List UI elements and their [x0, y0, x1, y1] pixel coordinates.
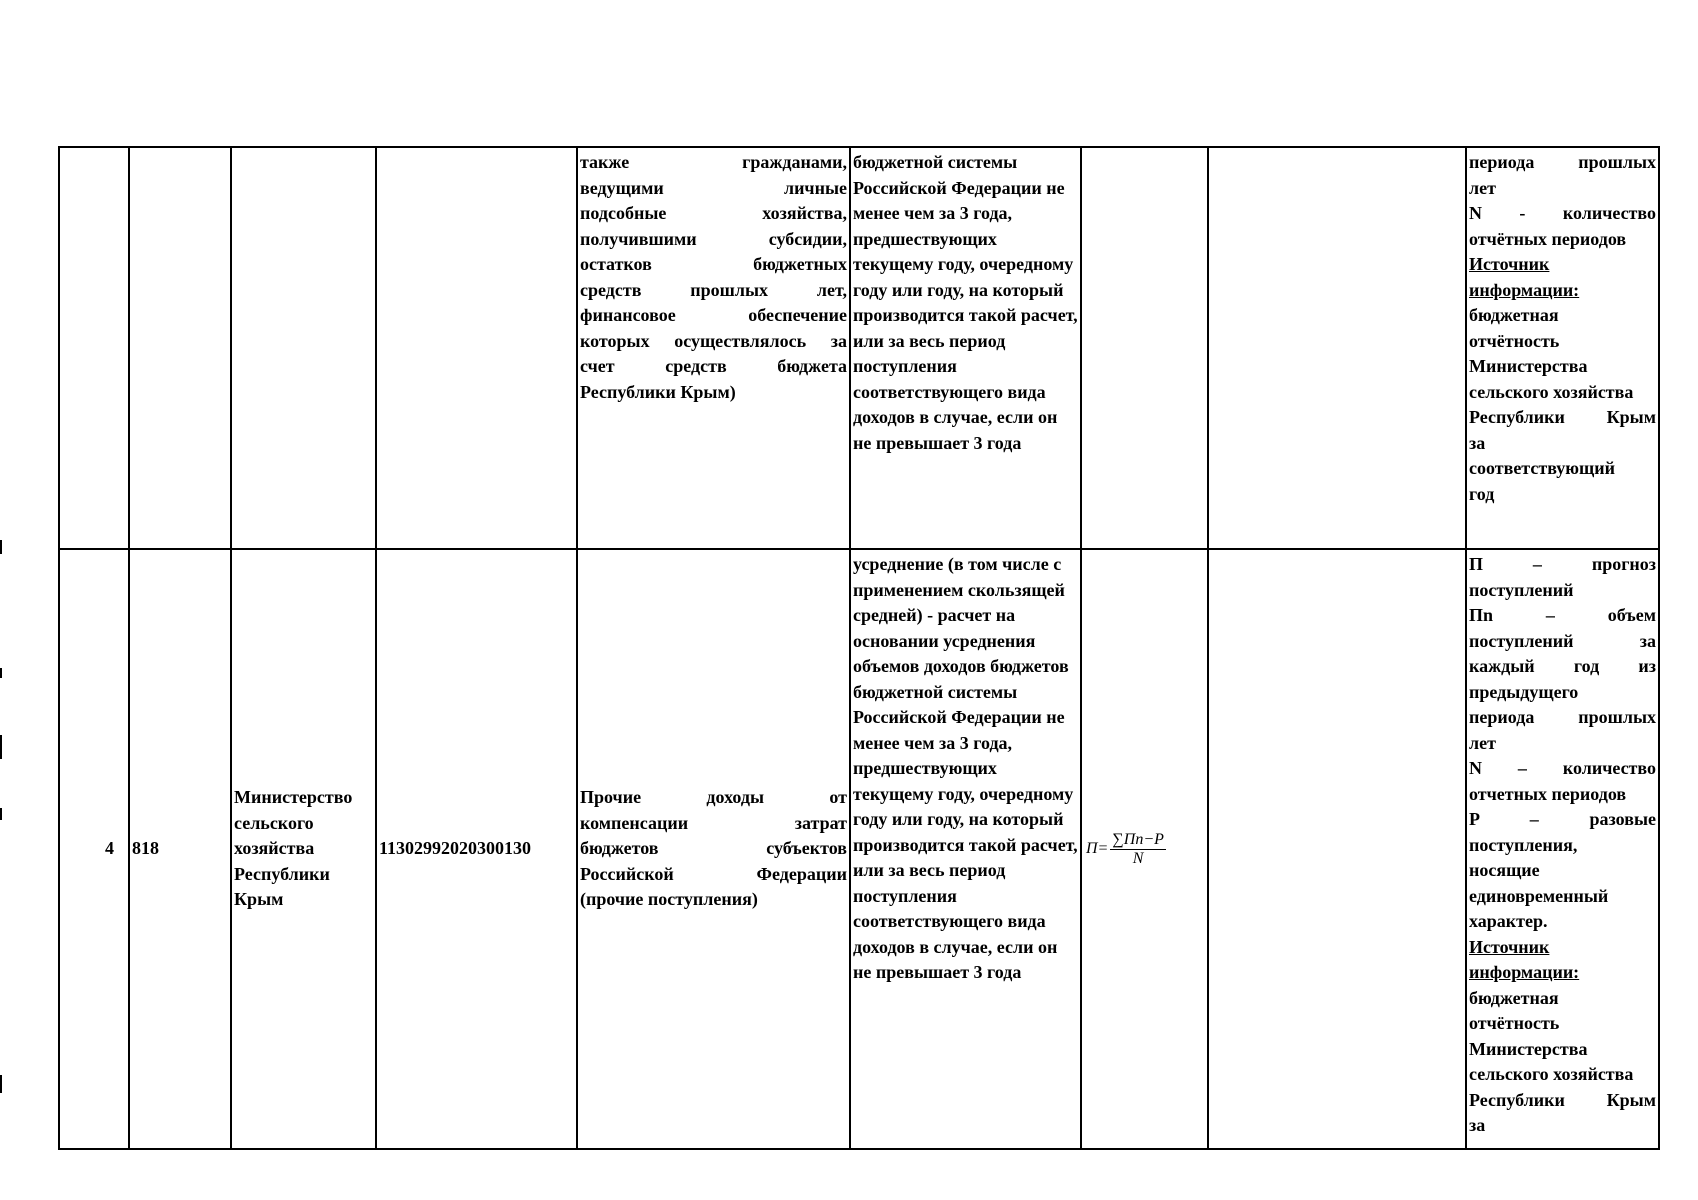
- cell-income-name-continuation: [577, 147, 850, 549]
- cell-administrator-empty: [231, 147, 376, 549]
- cell-number-empty: [59, 147, 129, 549]
- text-line: поступлений за: [1469, 630, 1656, 651]
- cell-kbk-empty: [376, 147, 577, 549]
- text-line: также гражданами,: [580, 152, 847, 172]
- text-line: бюджетов субъектов: [580, 838, 847, 859]
- text-line: носящие: [1469, 860, 1540, 880]
- text-line: N - количество: [1469, 203, 1656, 223]
- text-line: Министерства: [1469, 1038, 1588, 1059]
- cell-code-empty: [129, 147, 231, 549]
- text-line: бюджетная: [1469, 305, 1559, 325]
- cell-formula: [1081, 549, 1208, 1149]
- text-line: П – прогноз: [1469, 554, 1656, 574]
- table-row-4: [59, 549, 1659, 1149]
- text-line: Республики Крым): [580, 381, 736, 402]
- text-line: Прочие доходы от: [580, 787, 847, 808]
- text-line: которых осуществлялось за: [580, 330, 847, 351]
- budget-forecast-table: [58, 146, 1660, 1150]
- scan-edge-mark: [0, 1075, 2, 1093]
- text-line: отчетных периодов: [1469, 783, 1627, 804]
- cell-number: 4: [59, 549, 129, 1149]
- text-line: периода прошлых: [1469, 152, 1656, 172]
- text-line: отчётность: [1469, 1013, 1560, 1033]
- cell-code: 818: [129, 549, 231, 1149]
- text-line: счет средств бюджета: [580, 356, 847, 376]
- text-line: Российской Федерации: [580, 863, 847, 884]
- text-line: поступления,: [1469, 834, 1578, 855]
- text-line: предыдущего: [1469, 681, 1579, 702]
- scan-edge-mark: [0, 735, 2, 759]
- source-label: Источник информации:: [1469, 254, 1580, 300]
- text-line: лет: [1469, 177, 1496, 198]
- text-line: остатков бюджетных: [580, 254, 847, 274]
- cell-kbk: 11302992020300130: [376, 549, 577, 1149]
- text-line: Пn – объем: [1469, 605, 1656, 625]
- text-line: за: [1469, 1115, 1486, 1135]
- forecast-formula: [1086, 831, 1166, 868]
- text-line: лет: [1469, 732, 1496, 753]
- scan-edge-mark: [0, 668, 2, 678]
- table-row-continuation: [59, 147, 1659, 549]
- text-line: поступлений: [1469, 579, 1574, 600]
- formula-denominator: N: [1132, 849, 1144, 867]
- text-line: Республики Крым: [1469, 407, 1656, 427]
- text-line: сельского хозяйства: [1469, 1064, 1634, 1084]
- text-line: средств прошлых лет,: [580, 279, 847, 300]
- text-line: ведущими личные: [580, 177, 847, 198]
- text-line: год: [1469, 483, 1495, 504]
- formula-numerator: ∑Пn−P: [1112, 830, 1164, 848]
- cell-method: усреднение (в том числе с применением скользящей средней) - расчет на основании усреднения объемов доходов бюджетов бюджетной системы Российской Федерации не менее чем за 3 года, предшествующих текущему году, очередному году или году, на который производится такой расчет, или за весь период поступления соответствующего вида доходов в случае, если он не превышает 3 года: [850, 549, 1081, 1149]
- text-line: Министерства: [1469, 356, 1588, 376]
- text-line: (прочие поступления): [580, 889, 758, 910]
- cell-income-name: [577, 549, 850, 1149]
- text-line: отчётных периодов: [1469, 228, 1627, 249]
- scan-edge-mark: [0, 540, 2, 554]
- text-line: компенсации затрат: [580, 812, 847, 833]
- scan-edge-mark: [0, 808, 2, 820]
- cell-description-continuation: [1466, 147, 1659, 549]
- source-label: Источник информации:: [1469, 936, 1580, 982]
- text-line: Республики Крым: [1469, 1089, 1656, 1110]
- cell-administrator: Министерство сельского хозяйства Республики Крым: [231, 549, 376, 1149]
- text-line: отчётность: [1469, 330, 1560, 351]
- text-line: соответствующий: [1469, 458, 1615, 478]
- text-line: периода прошлых: [1469, 707, 1656, 727]
- cell-algorithm-empty: [1208, 147, 1466, 549]
- text-line: единовременный: [1469, 885, 1609, 906]
- formula-fraction: [1110, 831, 1166, 868]
- cell-method-continuation: бюджетной системы Российской Федерации не менее чем за 3 года, предшествующих текущему году, очередному году или году, на который производится такой расчет, или за весь период поступления соответствующего вида доходов в случае, если он не превышает 3 года: [850, 147, 1081, 549]
- text-line: получившими субсидии,: [580, 228, 847, 249]
- text-line: P – разовые: [1469, 809, 1656, 829]
- text-line: сельского хозяйства: [1469, 381, 1634, 402]
- text-line: подсобные хозяйства,: [580, 203, 847, 223]
- text-line: характер.: [1469, 911, 1548, 931]
- cell-algorithm-empty: [1208, 549, 1466, 1149]
- text-line: каждый год из: [1469, 656, 1656, 676]
- text-line: бюджетная: [1469, 987, 1559, 1008]
- text-line: N – количество: [1469, 758, 1656, 778]
- cell-formula-empty: [1081, 147, 1208, 549]
- text-line: финансовое обеспечение: [580, 305, 847, 325]
- cell-description: [1466, 549, 1659, 1149]
- formula-lhs: П=: [1086, 840, 1109, 857]
- text-line: за: [1469, 432, 1486, 453]
